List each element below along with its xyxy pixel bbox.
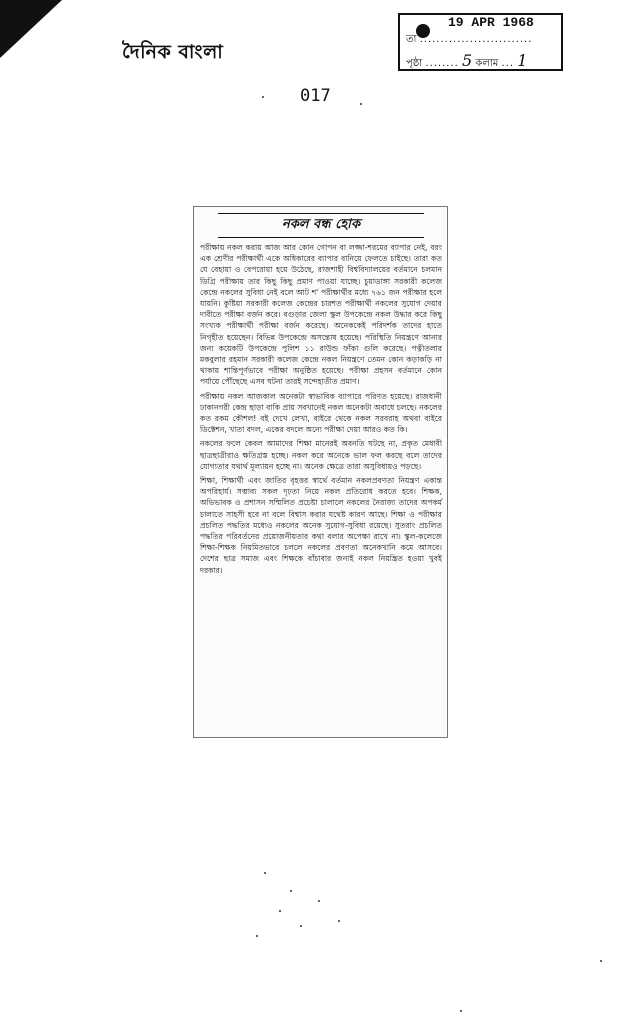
stamp-line-1-dots: ........................... (419, 34, 533, 45)
stamp-page-label: পৃষ্ঠা (406, 58, 423, 69)
newspaper-masthead: দৈনিক বাংলা (122, 41, 224, 63)
stamp-line-1 (406, 32, 532, 49)
stamp-line-2: পৃষ্ঠা ........ 5 কলাম ... 1 (406, 51, 528, 70)
archive-stamp (398, 13, 563, 71)
page-number: 017 (300, 86, 331, 106)
article-paragraph-1: পরীক্ষায় নকল করায় আজ আর কোন গোপন বা লজ্জা-শরমের ব্যাপার নেই, বরং এক শ্রেণীর পরীক্ষার্থী একে অধিকারের ব্যাপার বানিয়ে ফেলতে চাইছে। তারা কত যে বেহায়া ও বেপরোয়া হয়ে উঠেছে, রাজশাহী বিশ্ববিদ্যালয়ের বর্তমানে চলমান ডিগ্রি পরীক্ষায় তার কিছু কিছু প্রমাণ পাওয়া যাচ্ছে। চুয়াডাঙ্গা সরকারী কলেজ কেন্দ্রে নকলের সুবিধা নেই বলে আট শ' পরীক্ষার্থীর মধ্যে ৭৬১ জন পরীক্ষার হলে যায়নি। কুষ্টিয়া সরকারী কলেজ কেন্দ্রের চারশত পরীক্ষার্থী নকলের সুযোগ দেয়ার দাবীতে পরীক্ষা বর্জন করে। বগুড়ার জেলা স্কুল উপকেন্দ্রে নকল উদ্ধার করে কিছু সংখ্যক পরীক্ষার্থী পরীক্ষা বর্জন করেছে। অনেককেই পরিদর্শক তাদের হাতে নিগৃহীত হয়েছেন। বিভিন্ন উপকেন্দ্রে অসন্তোষ হয়েছে। পরিস্থিতি নিয়ন্ত্রণে আনার জন্য কয়েকটি উপকেন্দ্রে পুলিশ ১১ রাউন্ড ফাঁকা গুলি করেছে। পত্নীতলার মকবুলার রহমান সরকারী কলেজ কেন্দ্রে নকল নিয়ন্ত্রণে তেমন কোন কড়াকড়ি না থাকায় শান্তিপূর্ণভাবে পরীক্ষা অনুষ্ঠিত হয়েছে। পরীক্ষা প্রহসন বর্তমানে কোন পর্যায়ে পৌঁছেছে এসব ঘটনা তারই সন্দেহাতীত প্রমাণ। (200, 243, 442, 387)
stamp-column-label: কলাম (475, 58, 499, 69)
stamp-column-value: 1 (517, 51, 528, 70)
scan-corner-mark (0, 0, 62, 58)
article-paragraph-3: নকলের ফলে কেবল আমাদের শিক্ষা মানেরই অবনতি ঘটছে না, প্রকৃত মেধাবী ছাত্রছাত্রীরাও ক্ষতিগ্রস্ত হচ্ছে। নকল করে অনেকে ভাল ফল করছে বলে তাদের যোগ্যতার যথার্থ মূল্যায়ন হচ্ছে না। অনেক ক্ষেত্রে তারা অসুবিধায়ও পড়ছে। (200, 439, 442, 471)
stamp-page-value: 5 (462, 51, 473, 70)
stamp-line-1-label: তা (406, 34, 417, 45)
stamp-date: 19 APR 1968 (448, 15, 534, 30)
newspaper-clipping (193, 206, 448, 738)
article-paragraph-4: শিক্ষা, শিক্ষার্থী এবং জাতির বৃহত্তর স্বার্থে বর্তমান নকলপ্রবণতা নিয়ন্ত্রণ একান্ত অপরিহার্য। সম্ভাব্য সকল দৃঢ়তা নিয়ে নকল প্রতিরোধ করতে হবে। শিক্ষক, অভিভাবক ও প্রশাসন সম্মিলিত প্রচেষ্টা চালালে নকলের নৈরাজ্য তাদের অপকর্ম চালাতে সাহসী হবে না বলে বিশ্বাস করার যথেষ্ট কারণ আছে। শিক্ষা ও পরীক্ষার প্রচলিত পদ্ধতির মধ্যেও নকলের অনেক সুযোগ-সুবিধা রয়েছে। সুতরাং প্রচলিত পদ্ধতির পরিবর্তনের প্রয়োজনীয়তার কথা বলার অপেক্ষা রাখে না। স্কুল-কলেজে শিক্ষা-শিক্ষক নিয়মিতভাবে চললে নকলের প্রবণতা অনেকখানি কমে আসবে। দেশের ছাত্র সমাজ এবং শিক্ষকে বাঁচাবার জন্যই নকল নিয়ন্ত্রিত হওয়া খুবই দরকার। (200, 476, 442, 575)
article-paragraph-2: পরীক্ষায় নকল আজকাল অনেকটা স্বাভাবিক ব্যাপারে পরিণত হয়েছে। রাজধানী ঢাকানগরী কেন্দ্র ছাড়া বাকি প্রায় সবখানেই নকল অনেকটা অবাধে চলছে। নকলের কত রকম কৌশল! বই দেখে লেখা, বাইরে থেকে নকল সরবরাহ অথবা বাইরে ডিক্টেশন, খাতা বদল, একের বদলে অন্যে পরীক্ষা দেয়া আরও কত কি। (200, 391, 442, 435)
article-headline: নকল বন্ধ হোক (218, 213, 424, 238)
